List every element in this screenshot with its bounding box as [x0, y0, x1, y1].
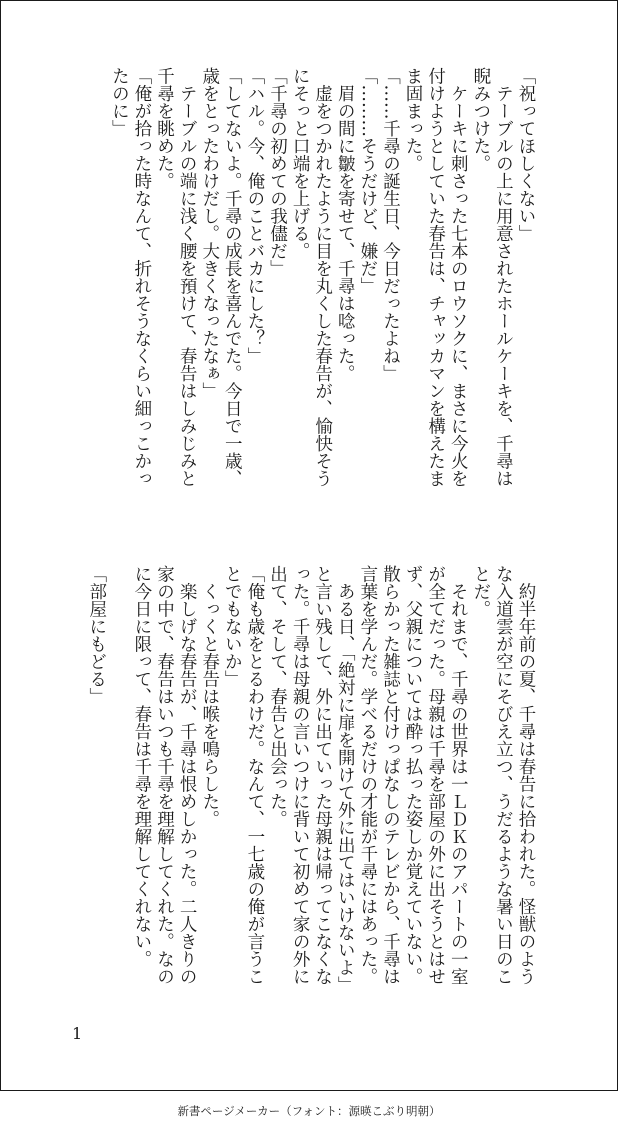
bottom-line: 楽しげな春告が、千尋は恨めしかった。二人きりの	[177, 565, 198, 985]
top-line: 「……千尋の誕生日、今日だったよね」	[380, 67, 401, 382]
bottom-line: 「俺も歳をとるわけだ。なんて、一七歳の俺が言うこ	[244, 565, 265, 985]
bottom-line: とだ。	[470, 565, 491, 618]
bottom-line: くっくと春告は喉を鳴らした。	[199, 565, 220, 828]
page-number: 1	[72, 1024, 83, 1043]
text-column-lower	[85, 565, 537, 1039]
top-line: 千尋を眺めた。	[154, 67, 175, 190]
top-line: 睨みつけた。	[470, 67, 491, 172]
top-line: 「ハル。今、俺のことバカにした？」	[244, 67, 265, 365]
bottom-line: 言葉を学んだ。学べるだけの才能が千尋にはあった。	[357, 565, 378, 985]
bottom-line: った。千尋は母親の言いつけに背いて初めて家の外に	[290, 565, 311, 985]
top-line: 「千尋の初めての我儘だ」	[267, 67, 288, 277]
bottom-line	[108, 565, 131, 1039]
top-line: テーブルの上に用意されたホールケーキを、千尋は	[493, 67, 514, 487]
text-column-upper	[85, 67, 537, 539]
bottom-line: それまで、千尋の世界は一ＬＤＫのアパートの一室	[448, 565, 469, 985]
bottom-line: ず、父親については酔っ払った姿しか覚えていない。	[403, 565, 424, 985]
top-line: ケーキに刺さった七本のロウソクに、まさに今火を	[448, 67, 469, 487]
bottom-line: な入道雲が空にそびえ立つ、うだるような暑い日のこ	[493, 565, 514, 985]
bottom-line: と言い残して、外に出ていった母親は帰ってこなくな	[312, 565, 333, 985]
top-line: 虚をつかれたように目を丸くした春告が、愉快そう	[312, 67, 333, 487]
top-line: 「俺が拾った時なんて、折れそうなくらい細っこかっ	[131, 67, 152, 487]
top-line: にそっと口端を上げる。	[290, 67, 311, 260]
top-line: 「してないよ。千尋の成長を喜んでた。今日で一歳、	[222, 67, 243, 487]
bottom-line: が全てだった。母親は千尋を部屋の外に出そうとはせ	[425, 565, 446, 985]
bottom-line: 出て、そして、春告と出会った。	[267, 565, 288, 828]
top-line: たのに」	[109, 67, 130, 137]
top-line: 付けようとしていた春告は、チャッカマンを構えたま	[425, 67, 446, 487]
footer-caption: 新書ページメーカー（フォント：源暎こぶり明朝）	[177, 1104, 441, 1118]
top-line: 眉の間に皺を寄せて、千尋は唸った。	[335, 67, 356, 382]
bottom-line: 約半年前の夏、千尋は春告に拾われた。怪獣のよう	[516, 565, 536, 985]
bottom-line: とでもないか」	[222, 565, 243, 688]
bottom-line: 「部屋にもどる」	[86, 565, 107, 705]
top-line: 「………そうだけど、嫌だ」	[357, 67, 378, 295]
bottom-line: ある日、「絶対に扉を開けて外に出てはいけないよ」	[335, 565, 356, 994]
bottom-line: 家の中で、春告はいつも千尋を理解してくれた。なの	[154, 565, 175, 985]
bottom-line: 散らかった雑誌と付けっぱなしのテレビから、千尋は	[380, 565, 401, 985]
top-line: 「祝ってほしくない」	[516, 67, 536, 242]
top-line: テーブルの端に浅く腰を預けて、春告はしみじみと	[177, 67, 198, 487]
top-line: 歳をとったわけだし。大きくなったなぁ」	[199, 67, 220, 400]
top-line: ま固まった。	[403, 67, 424, 172]
bottom-line: に今日に限って、春告は千尋を理解してくれない。	[131, 565, 152, 968]
